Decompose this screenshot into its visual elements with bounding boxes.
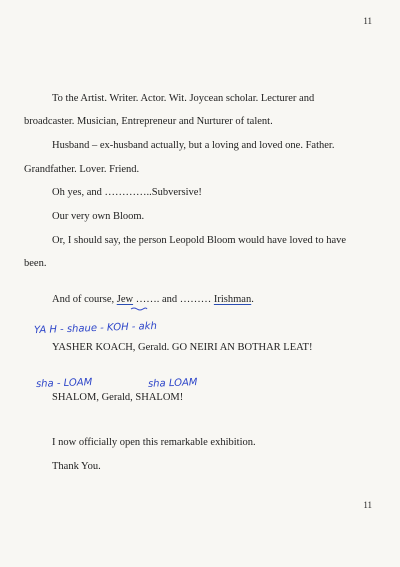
underlined-irishman: Irishman [213, 294, 252, 305]
text-line-7: Or, I should say, the person Leopold Bloom would have loved to have [52, 235, 347, 246]
text-line-8: been. [24, 258, 47, 269]
text-line-6: Our very own Bloom. [52, 211, 145, 222]
handwritten-squiggle-mark [130, 307, 148, 311]
page-number-bottom: 11 [363, 500, 372, 510]
text-line-3: Husband – ex-husband actually, but a loving and loved one. Father. [52, 140, 335, 151]
text-line-thanks: Thank You. [52, 461, 101, 472]
text-line-open: I now officially open this remarkable exhibition. [52, 437, 256, 448]
text-line-2: broadcaster. Musician, Entrepreneur and Nurturer of talent. [24, 116, 273, 127]
text-line-4: Grandfather. Lover. Friend. [24, 164, 140, 175]
text-line-yasher: YASHER KOACH, Gerald. GO NEIRI AN BOTHAR LEAT! [52, 342, 313, 353]
text-line-1: To the Artist. Writer. Actor. Wit. Joycean scholar. Lecturer and [52, 93, 315, 104]
handwritten-annotation-2b: sha LOAM [147, 377, 198, 390]
handwritten-annotation-2a: sha - LOAM [35, 377, 93, 390]
text-line-5: Oh yes, and …………..Subversive! [52, 187, 202, 198]
text-line-shalom: SHALOM, Gerald, SHALOM! [52, 392, 184, 403]
underlined-jew: Jew [116, 294, 134, 305]
page-number-top: 11 [363, 16, 372, 26]
course-line: And of course, Jew ……. and ……… Irishman. [52, 294, 254, 305]
handwritten-annotation-1: YA H - shaue - KOH - akh [33, 320, 158, 337]
